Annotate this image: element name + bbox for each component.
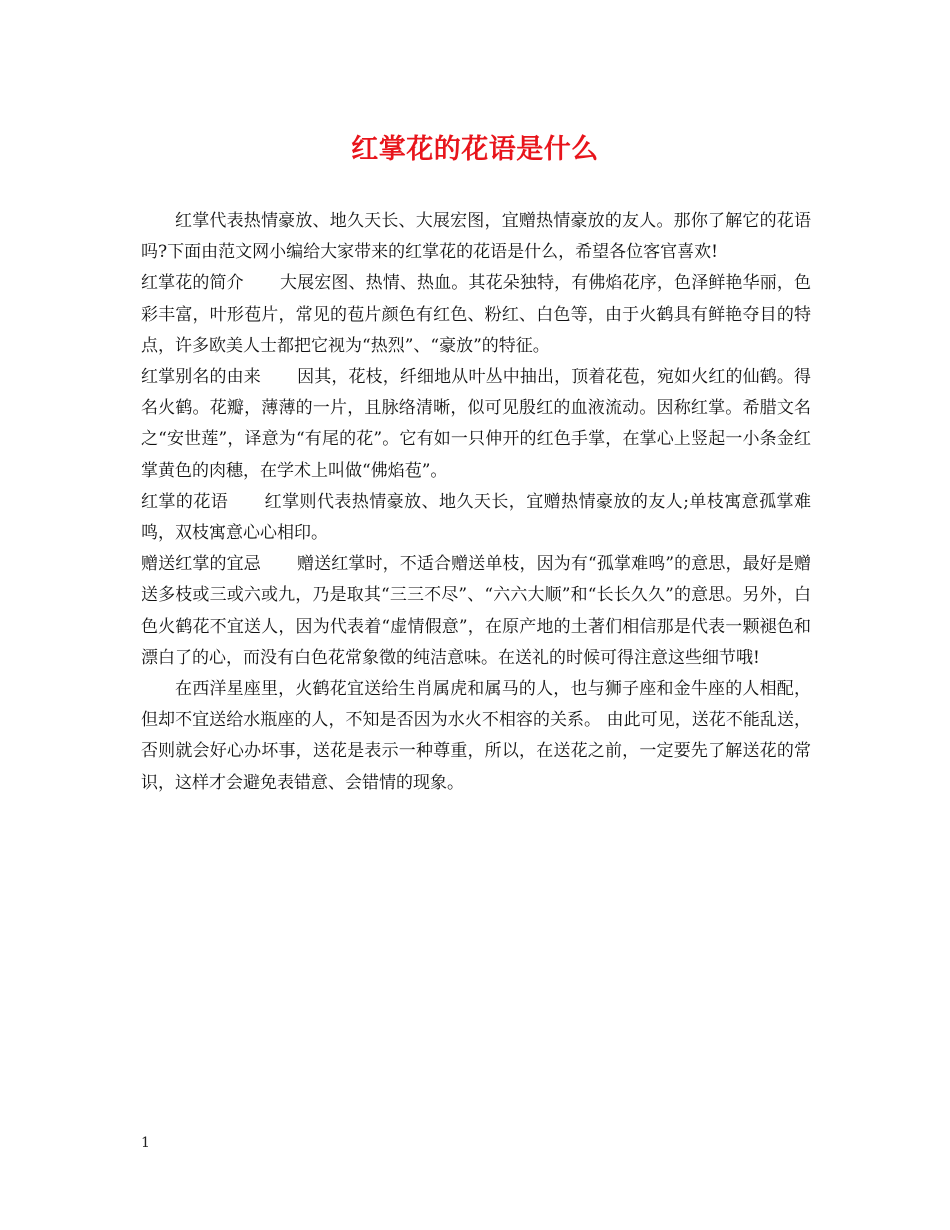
page-number: 1	[141, 1135, 150, 1151]
section-heading-gifting: 赠送红掌的宜忌	[141, 554, 261, 575]
section-intro-paragraph	[141, 268, 811, 362]
section-text-gifting: 赠送红掌时，不适合赠送单枝，因为有“孤掌难鸣”的意思，最好是赠送多枝或三或六或九，乃是取其“三三不尽”、“六六大顺”和“长长久久”的意思。另外，白色火鹤花不宜送人，因为代表着“虚情假意”，在原产地的土著们相信那是代表一颗褪色和漂白了的心，而没有白色花常象徵的纯洁意味。在送礼的时候可得注意这些细节哦!	[141, 554, 812, 668]
section-language-paragraph	[141, 487, 811, 549]
section-heading-intro: 红掌花的简介	[141, 273, 244, 294]
section-text-intro: 大展宏图、热情、热血。其花朵独特，有佛焰花序，色泽鲜艳华丽，色彩丰富，叶形苞片，常见的苞片颜色有红色、粉红、白色等，由于火鹤具有鲜艳夺目的特点，许多欧美人士都把它视为“热烈”、“豪放”的特征。	[141, 273, 812, 356]
closing-paragraph: 在西洋星座里，火鹤花宜送给生肖属虎和属马的人，也与狮子座和金牛座的人相配，但却不宜送给水瓶座的人，不知是否因为水火不相容的关系。 由此可见，送花不能乱送，否则就会好心办坏事，送花是表示一种尊重，所以，在送花之前，一定要先了解送花的常识，这样才会避免表错意、会错情的现象。	[141, 679, 811, 793]
section-gifting-paragraph	[141, 549, 811, 674]
document-title: 红掌花的花语是什么	[351, 134, 599, 165]
section-text-language: 红掌则代表热情豪放、地久天长，宜赠热情豪放的友人;单枝寓意孤掌难鸣，双枝寓意心心相印。	[141, 491, 811, 544]
section-heading-language: 红掌的花语	[141, 491, 229, 512]
section-alias-paragraph	[141, 362, 811, 487]
section-text-alias: 因其，花枝，纤细地从叶丛中抽出，顶着花苞，宛如火红的仙鹤。得名火鹤。花瓣，薄薄的一片，且脉络清晰，似可见殷红的血液流动。因称红掌。希腊文名之“安世莲”，译意为“有尾的花”。它有如一只伸开的红色手掌，在掌心上竖起一小条金红掌黄色的肉穗，在学术上叫做“佛焰苞”。	[141, 367, 812, 481]
intro-paragraph: 红掌代表热情豪放、地久天长、大展宏图，宜赠热情豪放的友人。那你了解它的花语吗?下面由范文网小编给大家带来的红掌花的花语是什么，希望各位客官喜欢!	[141, 211, 811, 263]
document-body	[141, 206, 811, 799]
section-heading-alias: 红掌别名的由来	[141, 367, 261, 388]
